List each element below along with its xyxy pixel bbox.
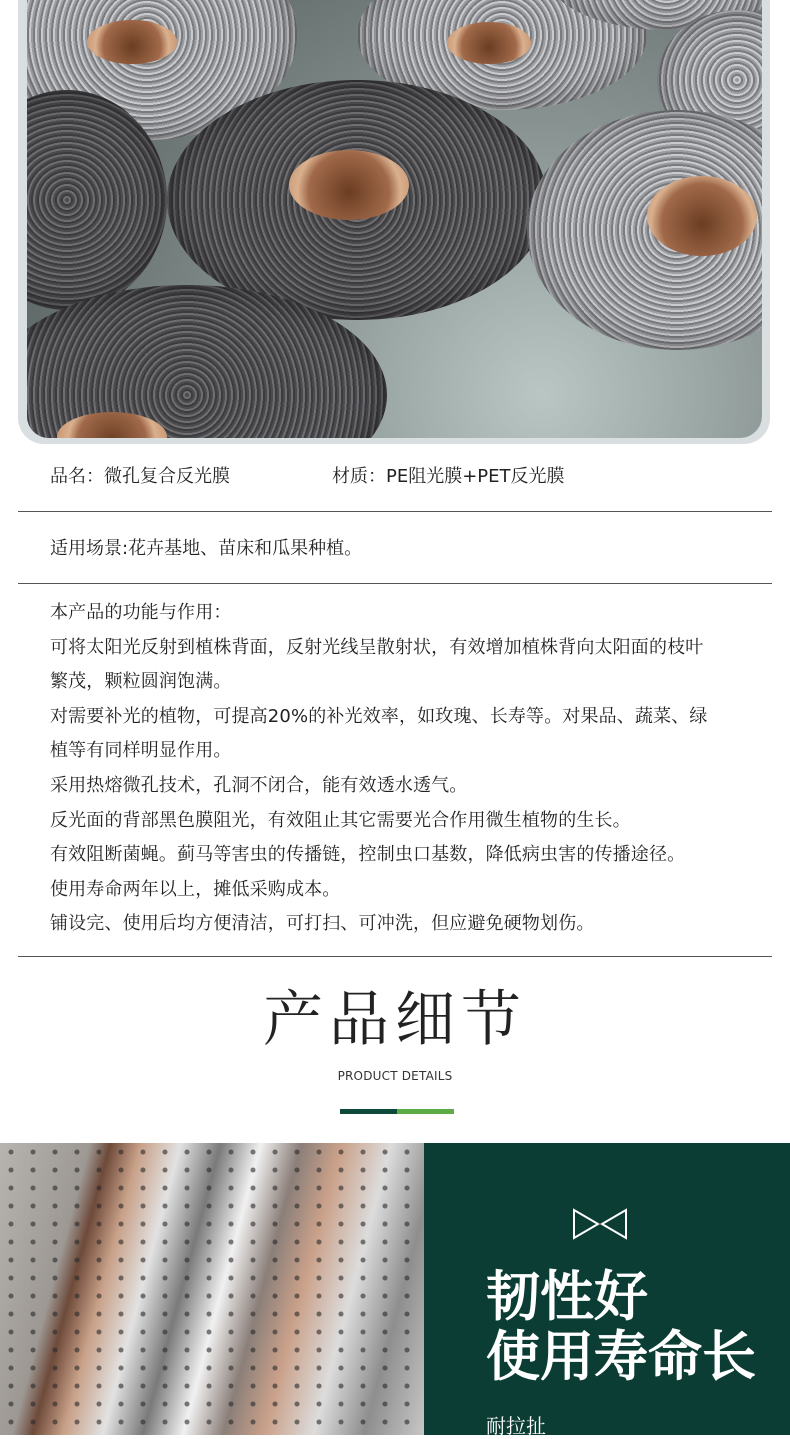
film-closeup-photo: [0, 1143, 424, 1435]
function-title: 本产品的功能与作用：: [50, 602, 232, 623]
function-line: 对需要补光的植物，可提高20%的补光效率，如玫瑰、长寿等。对果品、蔬菜、绿: [50, 705, 708, 727]
product-rolls-photo: [27, 0, 762, 438]
micro-hole-texture: [0, 1143, 424, 1435]
function-line: 繁茂，颗粒圆润饱满。: [50, 671, 232, 693]
function-line: 使用寿命两年以上，摊低采购成本。: [50, 878, 341, 900]
section-subtitle: PRODUCT DETAILS: [337, 1069, 453, 1083]
divider: [18, 956, 772, 957]
function-line: 铺设完、使用后均方便清洁，可打扫、可冲洗，但应避免硬物划伤。: [50, 913, 595, 935]
divider: [18, 583, 772, 584]
divider: [18, 511, 772, 512]
headline-line-1: 韧性好: [486, 1265, 648, 1328]
accent-bar-light: [397, 1109, 454, 1114]
product-material: 材质：PE阻光膜+PET反光膜: [332, 466, 565, 487]
section-title: 产品细节: [263, 985, 527, 1055]
function-line: 有效阻断菌蝇。蓟马等害虫的传播链，控制虫口基数，降低病虫害的传播途径。: [50, 844, 686, 866]
detail-note: 耐拉扯: [486, 1414, 546, 1438]
usage-scenario: 适用场景:花卉基地、苗床和瓜果种植。: [50, 538, 363, 559]
function-line: 可将太阳光反射到植株背面，反射光线呈散射状，有效增加植株背向太阳面的枝叶: [50, 636, 704, 658]
hero-image-frame: [18, 0, 770, 444]
headline-line-2: 使用寿命长: [486, 1325, 756, 1388]
function-list: [50, 596, 774, 942]
detail-text-panel: [424, 1143, 790, 1438]
function-line: 植等有同样明显作用。: [50, 740, 232, 762]
function-line: 反光面的背部黑色膜阻光，有效阻止其它需要光合作用微生植物的生长。: [50, 809, 631, 831]
product-spec-row: [50, 462, 750, 492]
product-name: 品名：微孔复合反光膜: [50, 466, 230, 487]
accent-bar-dark: [340, 1109, 397, 1114]
function-line: 采用热熔微孔技术，孔洞不闭合，能有效透水透气。: [50, 774, 468, 796]
bowtie-icon: [572, 1207, 628, 1241]
detail-headline: [486, 1267, 786, 1387]
